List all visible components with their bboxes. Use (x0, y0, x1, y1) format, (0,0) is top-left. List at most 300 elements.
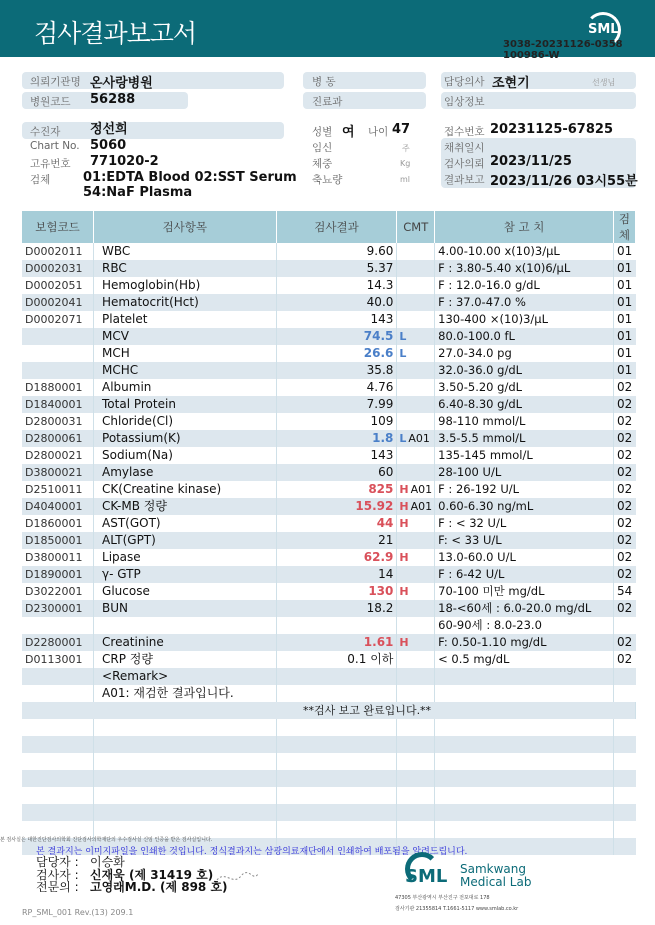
urine-label: 축뇨량 (312, 174, 343, 186)
insurance-code: D2800061 (22, 430, 94, 447)
test-result: 1.8 (276, 430, 397, 447)
insurance-code: D2800021 (22, 447, 94, 464)
table-row (22, 277, 636, 294)
patient-value: 정선희 (90, 122, 128, 137)
reference-range: 3.50-5.20 g/dL (435, 379, 614, 396)
test-name: γ- GTP (94, 566, 277, 583)
id-label: 고유번호 (30, 158, 71, 170)
cmt-cell (397, 583, 435, 600)
test-name: AST(GOT) (94, 515, 277, 532)
table-row (22, 294, 636, 311)
test-result: 4.76 (276, 379, 397, 396)
insurance-code: D1880001 (22, 379, 94, 396)
test-name: Albumin (94, 379, 277, 396)
table-row (22, 753, 636, 770)
tester-value: 신재욱 (제 31419 호) (90, 868, 214, 882)
doctor-suffix: 선생님 (592, 78, 616, 87)
specimen-code: 01 (613, 328, 635, 345)
specimen-label: 검체 (30, 174, 51, 186)
table-row (22, 464, 636, 481)
table-row (22, 260, 636, 277)
empty-cell (276, 719, 397, 736)
insurance-code (22, 668, 94, 685)
table-row (22, 617, 636, 634)
column-header: 검사결과 (276, 211, 397, 243)
urine-unit: ml (400, 175, 411, 184)
empty-cell (276, 770, 397, 787)
insurance-code: D1890001 (22, 566, 94, 583)
test-result: 62.9 (276, 549, 397, 566)
specimen-code: 02 (613, 498, 635, 515)
specimen-code: 02 (616, 652, 633, 666)
test-result: 825 (276, 481, 397, 498)
test-name: MCHC (94, 362, 277, 379)
empty-cell (435, 736, 614, 753)
specimen-code: 01 (616, 312, 633, 326)
cmt-cell (397, 668, 435, 685)
column-header: 검체 (613, 211, 635, 243)
empty-cell (22, 736, 94, 753)
age-value: 47 (392, 122, 411, 137)
specimen-code: 02 (613, 532, 635, 549)
specimen-code: 02 (613, 430, 635, 447)
insurance-code: D3800021 (22, 464, 94, 481)
empty-cell (613, 838, 635, 855)
test-result: 9.60 (276, 243, 397, 260)
test-result: 143 (276, 311, 397, 328)
insurance-code: D0002041 (22, 294, 94, 311)
cmt-cell (397, 515, 435, 532)
cmt-cell (397, 566, 435, 583)
specimen-code: 02 (616, 550, 633, 564)
table-row (22, 430, 636, 447)
specimen-code: 02 (616, 448, 633, 462)
flag: L (399, 347, 407, 360)
doc-no-2: 100986-W (503, 50, 560, 61)
cmt-cell (397, 447, 435, 464)
test-result (276, 668, 397, 685)
cmt-cell (397, 243, 435, 260)
test-result: 14 (276, 566, 397, 583)
insurance-code (22, 362, 94, 379)
test-result: 44 (276, 515, 397, 532)
table-row (22, 583, 636, 600)
empty-cell (397, 770, 435, 787)
flag: H (399, 500, 409, 513)
cmt-cell (397, 430, 435, 447)
cmt-cell (397, 617, 435, 634)
insurance-code: D0002011 (22, 243, 94, 260)
insurance-code: D2510011 (22, 481, 94, 498)
empty-cell (397, 821, 435, 838)
sml-logo: SML (585, 12, 621, 48)
specialist-value: 고영래M.D. (제 898 호) (90, 880, 228, 894)
specimen-code: 01 (616, 244, 633, 258)
empty-cell (613, 787, 635, 804)
flag: L (399, 432, 407, 445)
test-name: Hemoglobin(Hb) (94, 277, 277, 294)
table-row (22, 515, 636, 532)
ward-label: 병 동 (312, 76, 336, 88)
reference-range: < 0.5 mg/dL (435, 651, 614, 668)
column-header: CMT (397, 211, 435, 243)
empty-cell (22, 719, 94, 736)
reference-range: 6.40-8.30 g/dL (435, 396, 614, 413)
table-row (22, 311, 636, 328)
cmt-cell (397, 294, 435, 311)
table-row (22, 396, 636, 413)
test-result: 21 (276, 532, 397, 549)
cmt-cell (397, 413, 435, 430)
lab-name-1: Samkwang (460, 862, 526, 876)
test-name: A01: 재검한 결과입니다. (94, 685, 277, 702)
specimen-code: 02 (616, 414, 633, 428)
cmt-cell (397, 362, 435, 379)
cmt-cell (397, 379, 435, 396)
specimen-code (613, 668, 635, 685)
insurance-code (22, 328, 94, 345)
insurance-code: D3022001 (22, 583, 94, 600)
flag: H (399, 517, 409, 530)
empty-cell (435, 770, 614, 787)
empty-cell (397, 787, 435, 804)
cmt-cell (397, 498, 435, 515)
test-name: Total Protein (94, 396, 277, 413)
dept-label: 진료과 (312, 96, 343, 108)
signature (215, 868, 260, 888)
clinical-label: 임상정보 (444, 96, 485, 108)
insurance-code: D4040001 (22, 498, 94, 515)
test-name: Amylase (94, 464, 277, 481)
test-result: 1.61 (276, 634, 397, 651)
test-name: CK-MB 정량 (94, 498, 277, 515)
table-row (22, 379, 636, 396)
empty-cell (435, 821, 614, 838)
insurance-code (22, 345, 94, 362)
doctor-label: 담당의사 (444, 76, 485, 88)
empty-cell (94, 753, 277, 770)
table-row (22, 702, 636, 719)
insurance-code: D2280001 (22, 634, 94, 651)
reference-range: 60-90세 : 8.0-23.0 (435, 617, 614, 634)
reference-range: 80.0-100.0 fL (435, 328, 614, 345)
test-name: MCV (94, 328, 277, 345)
request-label: 검사의뢰 (444, 158, 485, 170)
test-name: <Remark> (94, 668, 277, 685)
table-row (22, 549, 636, 566)
weight-unit: Kg (400, 159, 411, 168)
test-result: 15.92 (276, 498, 397, 515)
test-name: CK(Creatine kinase) (94, 481, 277, 498)
empty-cell (613, 821, 635, 838)
cmt-cell (397, 277, 435, 294)
cmt-cell (397, 685, 435, 702)
reference-range: F : 3.80-5.40 x(10)6/μL (435, 260, 614, 277)
insurance-code: D2800031 (22, 413, 94, 430)
reference-range: 28-100 U/L (435, 464, 614, 481)
test-result: 0.1 이하 (276, 651, 397, 668)
preg-unit: 주 (402, 144, 410, 153)
receipt-value: 20231125-67825 (490, 122, 613, 137)
insurance-code: D0002051 (22, 277, 94, 294)
flag: H (399, 585, 409, 598)
test-result: 35.8 (276, 362, 397, 379)
reference-range: 135-145 mmol/L (435, 447, 614, 464)
document-number (503, 39, 623, 61)
test-name (94, 617, 277, 634)
table-row (22, 413, 636, 430)
test-result (276, 617, 397, 634)
empty-cell (397, 804, 435, 821)
cmt-cell (397, 464, 435, 481)
test-name: WBC (94, 243, 277, 260)
cmt-cell (397, 481, 435, 498)
empty-cell (435, 753, 614, 770)
cmt-cell (397, 396, 435, 413)
test-result: 18.2 (276, 600, 397, 617)
reference-range: 70-100 미만 mg/dL (435, 583, 614, 600)
test-result: 26.6 (276, 345, 397, 362)
report-label: 결과보고 (444, 174, 485, 186)
preg-label: 임신 (312, 142, 333, 154)
empty-cell (276, 821, 397, 838)
table-row (22, 787, 636, 804)
reference-range: 3.5-5.5 mmol/L (435, 430, 614, 447)
cmt-cell (397, 651, 435, 668)
table-row (22, 804, 636, 821)
test-result: 130 (276, 583, 397, 600)
test-result: 7.99 (276, 396, 397, 413)
comment-code: A01 (410, 483, 433, 496)
empty-cell (397, 719, 435, 736)
flag: H (399, 636, 409, 649)
empty-cell (613, 736, 635, 753)
table-row (22, 719, 636, 736)
sex-value: 여 (342, 125, 355, 140)
specimen-code: 02 (616, 380, 633, 394)
report-value: 2023/11/26 03시55분 (490, 174, 638, 189)
specimen-code: 02 (613, 396, 635, 413)
insurance-code: D0002031 (22, 260, 94, 277)
test-result: 60 (276, 464, 397, 481)
doctor-value: 조현기 (492, 76, 530, 91)
code-value: 56288 (90, 92, 136, 107)
table-row (22, 362, 636, 379)
empty-cell (276, 787, 397, 804)
cmt-cell (397, 600, 435, 617)
test-result: 5.37 (276, 260, 397, 277)
cmt-cell (397, 549, 435, 566)
insurance-code: D1840001 (22, 396, 94, 413)
specimen-value-2: 54:NaF Plasma (83, 185, 193, 200)
reference-range: F: 0.50-1.10 mg/dL (435, 634, 614, 651)
insurance-code: D1860001 (22, 515, 94, 532)
column-header: 검사항목 (94, 211, 277, 243)
table-row (22, 651, 636, 668)
insurance-code: D1850001 (22, 532, 94, 549)
empty-cell (94, 787, 277, 804)
reference-range: 130-400 ×(10)3/μL (435, 311, 614, 328)
specimen-code: 02 (613, 634, 635, 651)
insurance-code: D2300001 (22, 600, 94, 617)
test-result: 40.0 (276, 294, 397, 311)
reference-range: 18-<60세 : 6.0-20.0 mg/dL (435, 600, 614, 617)
table-row (22, 532, 636, 549)
empty-cell (613, 804, 635, 821)
comment-code: A01 (410, 500, 433, 513)
empty-cell (613, 770, 635, 787)
weight-label: 체중 (312, 158, 333, 170)
test-name: ALT(GPT) (94, 532, 277, 549)
specimen-code: 02 (613, 600, 635, 617)
specimen-value: 01:EDTA Blood 02:SST Serum (83, 170, 297, 185)
request-value: 2023/11/25 (490, 154, 572, 169)
column-header: 참 고 치 (435, 211, 614, 243)
test-result: 74.5 (276, 328, 397, 345)
reference-range: F : 12.0-16.0 g/dL (435, 277, 614, 294)
specimen-code: 01 (616, 278, 633, 292)
insurance-code (22, 617, 94, 634)
cmt-cell (397, 634, 435, 651)
empty-cell (397, 753, 435, 770)
patient-label: 수진자 (30, 126, 61, 138)
test-result: 109 (276, 413, 397, 430)
table-row (22, 328, 636, 345)
specimen-code: 01 (613, 294, 635, 311)
certification-note: 본 검사실은 대한진단검사의학회 진단검사의학재단의 우수검사실 신임 인증을 받은 검사실입니다. (0, 837, 213, 843)
specimen-code: 01 (613, 260, 635, 277)
table-row (22, 668, 636, 685)
table-row (22, 498, 636, 515)
reference-range: F : 6-42 U/L (435, 566, 614, 583)
empty-cell (22, 770, 94, 787)
table-row (22, 770, 636, 787)
reference-range (435, 685, 614, 702)
specimen-code: 02 (613, 464, 635, 481)
test-name: RBC (94, 260, 277, 277)
test-name: CRP 정량 (94, 651, 277, 668)
reference-range: 98-110 mmol/L (435, 413, 614, 430)
reference-range: 0.60-6.30 ng/mL (435, 498, 614, 515)
insurance-code: D0002071 (22, 311, 94, 328)
insurance-code (22, 685, 94, 702)
empty-cell (397, 736, 435, 753)
hospital-value: 온사랑병원 (90, 76, 153, 91)
reference-range: F: < 33 U/L (435, 532, 614, 549)
report-complete: **검사 보고 완료입니다.** (22, 702, 636, 719)
insurance-code: D0113001 (22, 651, 94, 668)
manager-label: 담당자 : (36, 855, 79, 869)
results-table (22, 211, 636, 855)
test-name: Creatinine (94, 634, 277, 651)
specimen-code: 01 (613, 362, 635, 379)
empty-cell (276, 753, 397, 770)
empty-cell (94, 770, 277, 787)
test-name: Sodium(Na) (94, 447, 277, 464)
test-name: Platelet (94, 311, 277, 328)
chart-label: Chart No. (30, 140, 80, 152)
specimen-code: 02 (613, 566, 635, 583)
reference-range: F : < 32 U/L (435, 515, 614, 532)
table-row (22, 345, 636, 362)
flag: H (399, 483, 409, 496)
specimen-code (613, 685, 635, 702)
empty-cell (276, 804, 397, 821)
empty-cell (435, 804, 614, 821)
empty-cell (22, 753, 94, 770)
hospital-label: 의뢰기관명 (30, 76, 81, 88)
lab-address: 47305 부산광역시 부산진구 전포대로 178 (395, 895, 490, 901)
flag: H (399, 551, 409, 564)
empty-cell (22, 787, 94, 804)
table-row (22, 600, 636, 617)
column-header: 보험코드 (22, 211, 94, 243)
sex-label: 성별 (312, 126, 333, 138)
code-label: 병원코드 (30, 96, 71, 108)
test-name: Glucose (94, 583, 277, 600)
test-name: Hematocrit(Hct) (94, 294, 277, 311)
empty-cell (435, 719, 614, 736)
empty-cell (276, 736, 397, 753)
form-number: RP_SML_001 Rev.(13) 209.1 (22, 908, 134, 917)
specimen-code: 01 (616, 346, 633, 360)
empty-cell (613, 719, 635, 736)
test-result: 14.3 (276, 277, 397, 294)
reference-range: 13.0-60.0 U/L (435, 549, 614, 566)
specimen-code: 54 (616, 584, 633, 598)
empty-cell (94, 736, 277, 753)
empty-cell (22, 804, 94, 821)
table-row (22, 634, 636, 651)
id-value: 771020-2 (90, 154, 159, 169)
test-result: 143 (276, 447, 397, 464)
manager-value: 이승화 (90, 855, 125, 869)
lab-name (460, 863, 531, 889)
test-name: MCH (94, 345, 277, 362)
table-row (22, 736, 636, 753)
test-result (276, 685, 397, 702)
cmt-cell (397, 311, 435, 328)
lab-logo: SML (405, 866, 448, 887)
lab-name-2: Medical Lab (460, 875, 532, 889)
reference-range: 32.0-36.0 g/dL (435, 362, 614, 379)
test-name: Chloride(Cl) (94, 413, 277, 430)
page-title: 검사결과보고서 (34, 19, 197, 48)
age-label: 나이 (368, 126, 389, 138)
test-name: Lipase (94, 549, 277, 566)
tester-label: 검사자 : (36, 868, 79, 882)
collect-label: 채취일시 (444, 142, 485, 154)
reference-range: 27.0-34.0 pg (435, 345, 614, 362)
lab-contact: 검사기관 21355814 T.1661-5117 www.smlab.co.kr (395, 906, 519, 912)
cmt-cell (397, 345, 435, 362)
table-row (22, 243, 636, 260)
empty-cell (94, 804, 277, 821)
empty-cell (435, 787, 614, 804)
cmt-cell (397, 532, 435, 549)
flag: L (399, 330, 407, 343)
test-name: Potassium(K) (94, 430, 277, 447)
empty-cell (613, 753, 635, 770)
specimen-code (613, 617, 635, 634)
comment-code: A01 (408, 432, 430, 445)
reference-range (435, 668, 614, 685)
cmt-cell (397, 260, 435, 277)
table-row (22, 481, 636, 498)
specimen-code: 02 (616, 516, 633, 530)
reference-range: F : 37.0-47.0 % (435, 294, 614, 311)
reference-range: F : 26-192 U/L (435, 481, 614, 498)
